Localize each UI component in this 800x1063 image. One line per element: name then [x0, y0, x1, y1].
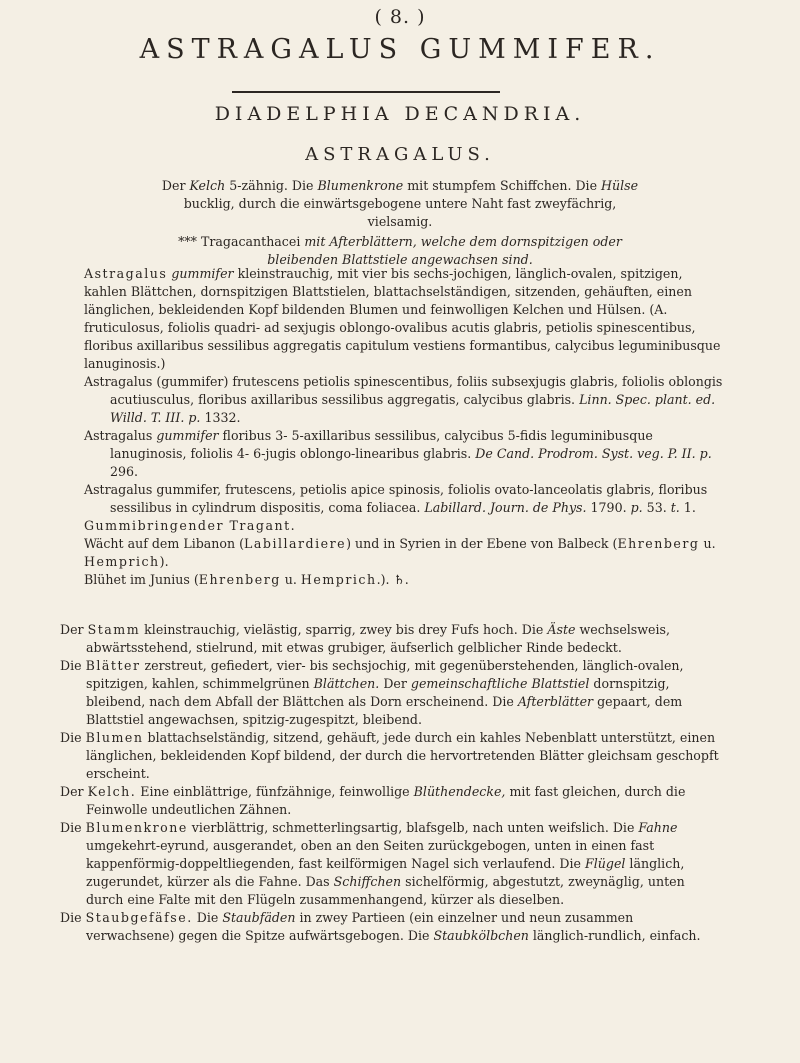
text-run: Astragalus [84, 428, 157, 443]
text-run: *** Tragacanthacei [178, 234, 305, 249]
italic-text: Blumenkrone [317, 178, 404, 193]
genus-description [150, 177, 650, 231]
text-run: 1790. [586, 500, 631, 515]
spaced-name: Stamm [87, 622, 141, 637]
synonymy-block [84, 265, 724, 589]
text-run: Wächt auf dem Libanon ( [84, 536, 245, 551]
text-run: Die [60, 658, 86, 673]
spaced-name: Blumenkrone [85, 820, 188, 835]
text-run: Die [60, 820, 86, 835]
spaced-name: Kelch. [87, 784, 137, 799]
text-run: 1332. [200, 410, 241, 425]
genus-title: ASTRAGALUS. [305, 144, 495, 165]
spaced-name: Ehrenberg [617, 536, 700, 551]
italic-text: Äste [547, 622, 576, 637]
text-run: Die [60, 730, 86, 745]
synonym-paragraph [84, 265, 724, 373]
italic-text: Kelch [189, 178, 226, 193]
synonym-paragraph [84, 373, 724, 427]
text-run: floribus 3- 5-axillaribus sessilibus, calycibus 5-fidis leguminibusque lanuginosis, foliolis 4- 6-jugis oblongo-linearibus glabris. [110, 428, 653, 461]
text-run: Der [161, 178, 190, 193]
text-run: Der [60, 784, 88, 799]
text-run: bucklig, durch die einwärtsgebogene untere Naht fast zweyfächrig, vielsamig. [183, 196, 617, 229]
italic-text: Blättchen. [313, 676, 380, 691]
spaced-name: Ehrenberg [198, 572, 281, 587]
species-title: ASTRAGALUS GUMMIFER. [139, 34, 661, 65]
italic-text: gummifer [167, 266, 234, 281]
text-run: Der [379, 676, 411, 691]
text-run: blattachselständig, sitzend, gehäuft, jede durch ein kahles Nebenblatt unterstützt, einen länglichen, bekleidenden Kopf bildend, der durch die hervortretenden Blätter gleichsam geschopft erscheint. [86, 730, 719, 781]
italic-text: Schiffchen [333, 874, 402, 889]
italic-text: gemeinschaftliche Blattstiel [410, 676, 590, 691]
text-run: ) und in Syrien in der Ebene von Balbeck ( [346, 536, 618, 551]
text-run: Der [60, 622, 88, 637]
description-paragraph [60, 783, 724, 819]
spaced-name: Gummibringender Tragant. [84, 518, 297, 533]
text-run: 296. [110, 464, 139, 479]
description-block [60, 621, 724, 945]
description-paragraph [60, 729, 724, 783]
text-run: kleinstrauchig, vielästig, sparrig, zwey bis drey Fufs hoch. Die [140, 622, 548, 637]
text-run: .). ♄. [376, 572, 409, 587]
text-run: vierblättrig, schmetterlingsartig, blafsgelb, nach unten weifslich. Die [187, 820, 639, 835]
synonym-paragraph [84, 535, 724, 571]
italic-text: De Cand. Prodrom. Syst. veg. P. II. p. [475, 446, 712, 461]
italic-text: Fahne [638, 820, 678, 835]
text-run: mit stumpfem Schiffchen. Die [403, 178, 602, 193]
italic-text: Staubkölbchen [433, 928, 529, 943]
text-run: Astragalus (gummifer) frutescens petiolis spinescentibus, foliis subsexjugis glabris, foliolis oblongis acutiusculus, floribus axillaribus sessilibus aggregatis, calycibus glabris. [84, 374, 723, 407]
spaced-name: Blumen [85, 730, 144, 745]
text-run: Die [60, 910, 86, 925]
synonym-paragraph [84, 571, 724, 589]
text-run: gepaart, dem Blattstiel angewachsen, spitzig-zugespitzt, bleibend. [86, 694, 683, 727]
page-number: ( 8. ) [374, 6, 426, 28]
italic-text: t. [670, 500, 680, 515]
text-run: mit fast gleichen, durch die Feinwolle undeutlichen Zähnen. [86, 784, 686, 817]
text-run: kleinstrauchig, mit vier bis sechs-jochigen, länglich-ovalen, spitzigen, kahlen Blättchen, dornspitzigen Blattstielen, blattachselständigen, sitzenden, gehäuften, einen länglichen, bekleidenden Kopf bildenden Blumen und feinwolligen Kelchen und Hülsen. (A. fruticulosus, foliolis quadri- ad sexjugis oblongo-ovalibus acutis glabris, petiolis spinescentibus, floribus axillaribus sessilibus aggregatis capitulum vestiens formantibus, calycibus leguminibusque lanuginosis.) [84, 266, 721, 371]
text-run: sichelförmig, abgestutzt, zweynäglig, unten durch eine Falte mit den Flügeln zusammenhangend, kürzer als dieselben. [86, 874, 685, 907]
text-run: wechselsweis, abwärtsstehend, stielrund, mit etwas grubiger, äufserlich gelblicher Rinde bedeckt. [86, 622, 671, 655]
text-run: u. [280, 572, 301, 587]
text-run: umgekehrt-eyrund, ausgerandet, oben an den Seiten zurückgebogen, unten in einen fast kappenförmig-doppeltliegenden, fast keilförmigen Nagel sich verlaufend. Die [86, 838, 655, 871]
class-title: DIADELPHIA DECANDRIA. [214, 103, 586, 125]
text-run: länglich-rundlich, einfach. [528, 928, 701, 943]
italic-text: Hülse [601, 178, 639, 193]
spaced-name: Astragalus [84, 266, 168, 281]
spaced-name: Staubgefäfse. [85, 910, 193, 925]
text-run: Eine einblättrige, fünfzähnige, feinwollige [136, 784, 414, 799]
spaced-name: Hemprich [84, 554, 160, 569]
text-run: u. [699, 536, 716, 551]
text-run: länglich, zugerundet, kürzer als die Fahne. Das [86, 856, 685, 889]
title-rule [232, 91, 500, 93]
italic-text: p. [630, 500, 643, 515]
italic-text: Blüthendecke, [413, 784, 506, 799]
text-run: in zwey Partieen (ein einzelner und neun zusammen verwachsene) gegen die Spitze aufwärtsgebogen. Die [86, 910, 634, 943]
text-run: 53. [642, 500, 671, 515]
italic-text: Staubfäden [222, 910, 296, 925]
spaced-name: Blätter [85, 658, 141, 673]
text-run: 5-zähnig. Die [225, 178, 318, 193]
description-paragraph [60, 819, 724, 909]
italic-text: Labillard. Journ. de Phys. [424, 500, 587, 515]
description-paragraph [60, 909, 724, 945]
italic-text: Afterblätter [517, 694, 594, 709]
description-paragraph [60, 621, 724, 657]
synonym-paragraph [84, 481, 724, 517]
genus-characters [150, 177, 650, 269]
description-paragraph [60, 657, 724, 729]
text-run: dornspitzig, bleibend, nach dem Abfall der Blättchen als Dorn erscheinend. Die [86, 676, 670, 709]
text-run: ). [159, 554, 169, 569]
text-run: Astragalus gummifer, frutescens, petiolis apice spinosis, foliolis ovato-lanceolatis glabris, floribus sessilibus in cylindrum dispositis, coma foliacea. [84, 482, 708, 515]
section-description [150, 233, 650, 269]
italic-text: Flügel [585, 856, 626, 871]
italic-text: Linn. Spec. plant. ed. Willd. T. III. p. [110, 392, 716, 425]
italic-text: gummifer [156, 428, 219, 443]
text-run: Die [192, 910, 223, 925]
text-run: Blühet im Junius ( [84, 572, 199, 587]
synonym-paragraph [84, 517, 724, 535]
spaced-name: Hemprich [300, 572, 377, 587]
synonym-paragraph [84, 427, 724, 481]
italic-text: mit Afterblättern, welche dem dornspitzigen oder bleibenden Blattstiele angewachsen sind. [267, 234, 622, 267]
text-run: zerstreut, gefiedert, vier- bis sechsjochig, mit gegenüberstehenden, länglich-ovalen, spitzigen, kahlen, schimmelgrünen [86, 658, 684, 691]
text-run: 1. [679, 500, 696, 515]
spaced-name: Labillardiere [244, 536, 347, 551]
